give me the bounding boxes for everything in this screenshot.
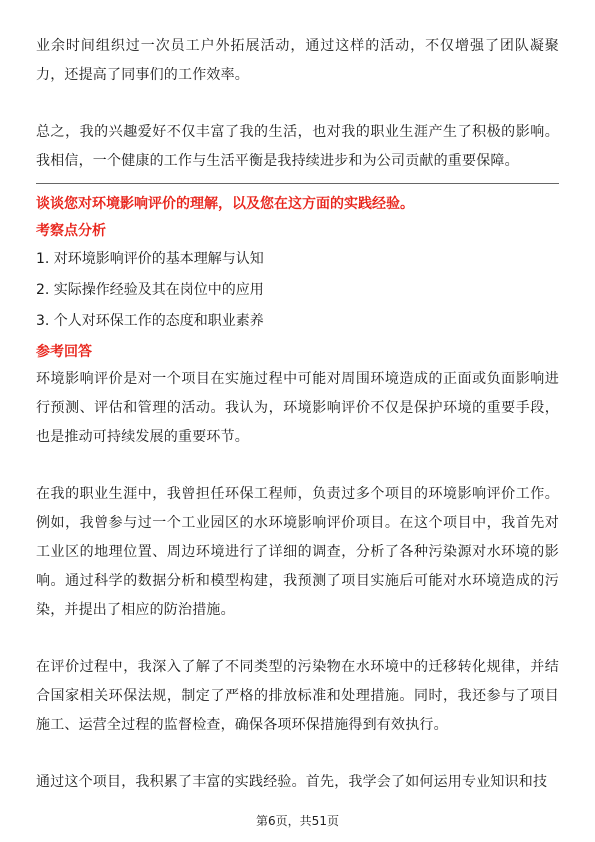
page-number-footer: 第6页，共51页	[256, 814, 339, 828]
answer-paragraph-1: 环境影响评价是对一个项目在实施过程中可能对周围环境造成的正面或负面影响进行预测、评估和管理的活动。我认为，环境影响评价不仅是保护环境的重要手段，也是推动可持续发展的重要环节。	[36, 371, 559, 445]
answer-paragraph-3: 在评价过程中，我深入了解了不同类型的污染物在水环境中的迁移转化规律，并结合国家相关环保法规，制定了严格的排放标准和处理措施。同时，我还参与了项目施工、运营全过程的监督检查，确保各项环保措施得到有效执行。	[36, 659, 559, 733]
paragraph-gap	[36, 740, 559, 768]
answer-paragraph-4: 通过这个项目，我积累了丰富的实践经验。首先，我学会了如何运用专业知识和技	[36, 774, 548, 790]
paragraph-gap	[36, 625, 559, 653]
intro-paragraph-1: 业余时间组织过一次员工户外拓展活动，通过这样的活动，不仅增强了团队凝聚力，还提高了同事们的工作效率。	[36, 38, 559, 83]
analysis-item: 1. 对环境影响评价的基本理解与认知	[36, 251, 264, 267]
analysis-heading: 考察点分析	[36, 223, 106, 239]
paragraph-gap	[36, 452, 559, 480]
analysis-item: 2. 实际操作经验及其在岗位中的应用	[36, 282, 264, 298]
analysis-item: 3. 个人对环保工作的态度和职业素养	[36, 313, 264, 329]
section-divider	[36, 183, 559, 184]
answer-paragraph-2: 在我的职业生涯中，我曾担任环保工程师，负责过多个项目的环境影响评价工作。例如，我曾参与过一个工业园区的水环境影响评价项目。在这个项目中，我首先对工业区的地理位置、周边环境进行了详细的调查，分析了各种污染源对水环境的影响。通过科学的数据分析和模型构建，我预测了项目实施后可能对水环境造成的污染，并提出了相应的防治措施。	[36, 486, 559, 618]
answer-heading: 参考回答	[36, 344, 92, 360]
interview-question: 谈谈您对环境影响评价的理解，以及您在这方面的实践经验。	[36, 196, 414, 212]
paragraph-gap	[36, 90, 559, 118]
intro-paragraph-2: 总之，我的兴趣爱好不仅丰富了我的生活，也对我的职业生涯产生了积极的影响。我相信，一个健康的工作与生活平衡是我持续进步和为公司贡献的重要保障。	[36, 124, 559, 169]
document-page	[36, 32, 559, 797]
